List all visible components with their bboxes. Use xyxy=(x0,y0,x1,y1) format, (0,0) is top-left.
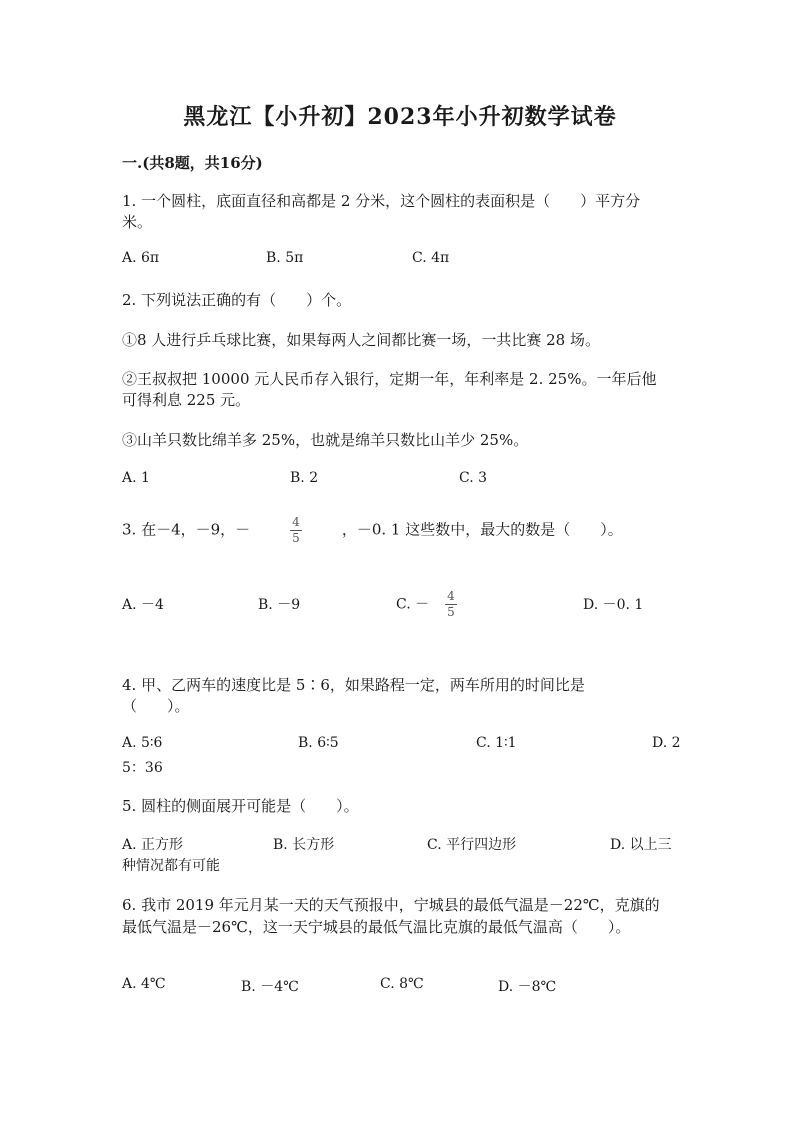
q1-option-c: C. 4π xyxy=(412,250,450,266)
q5-option-d-continued: 种情况都有可能 xyxy=(122,858,220,874)
section-heading: 一.(共8题，共16分) xyxy=(122,154,263,172)
q3-option-c-numerator: 4 xyxy=(447,589,455,603)
q5-option-c: C. 平行四边形 xyxy=(427,837,517,853)
q3-stem-suffix: ，－0. 1 这些数中，最大的数是（ ）。 xyxy=(341,520,623,539)
question-6-line-2: 最低气温是－26℃，这一天宁城县的最低气温比克旗的最低气温高（ ）。 xyxy=(122,918,631,936)
q6-option-a: A. 4℃ xyxy=(122,976,166,992)
q4-option-d-continued: 5：36 xyxy=(122,760,163,776)
q3-option-c-denominator: 5 xyxy=(447,605,455,619)
question-4-line-2: （ ）。 xyxy=(122,697,190,715)
q3-option-b: B. －9 xyxy=(258,597,301,613)
q2-option-a: A. 1 xyxy=(122,470,150,486)
q1-option-a: A. 6π xyxy=(122,250,160,266)
q3-option-c-prefix: C. － xyxy=(396,596,430,613)
q3-fraction-numerator: 4 xyxy=(292,515,300,529)
question-1-line-1: 1. 一个圆柱，底面直径和高都是 2 分米，这个圆柱的表面积是（ ）平方分 xyxy=(122,192,641,210)
q5-option-d: D. 以上三 xyxy=(610,837,672,853)
q2-statement-1: ①8 人进行乒乓球比赛，如果每两人之间都比赛一场，一共比赛 28 场。 xyxy=(122,331,600,349)
q3-option-c xyxy=(396,589,461,620)
q4-option-b: B. 6∶5 xyxy=(298,735,339,751)
q3-option-a: A. －4 xyxy=(122,597,164,613)
page-title: 黑龙江【小升初】2023年小升初数学试卷 xyxy=(183,104,617,130)
q2-option-c: C. 3 xyxy=(459,470,488,486)
question-2-stem: 2. 下列说法正确的有（ ）个。 xyxy=(122,291,352,309)
question-6-line-1: 6. 我市 2019 年元月某一天的天气预报中，宁城县的最低气温是－22℃，克旗的 xyxy=(122,896,660,914)
q3-option-c-fraction xyxy=(445,589,457,620)
q6-option-d: D. －8℃ xyxy=(498,979,557,995)
question-4-line-1: 4. 甲、乙两车的速度比是 5∶6，如果路程一定，两车所用的时间比是 xyxy=(122,676,585,694)
q2-statement-2-line-1: ②王叔叔把 10000 元人民币存入银行，定期一年，年利率是 2. 25%。一年后他 xyxy=(122,370,657,388)
q3-fraction-denominator: 5 xyxy=(292,531,300,545)
q3-option-d: D. －0. 1 xyxy=(583,597,644,613)
q2-option-b: B. 2 xyxy=(290,470,319,486)
question-5-stem: 5. 圆柱的侧面展开可能是（ ）。 xyxy=(122,797,359,815)
q3-stem-prefix: 3. 在－4，－9，－ xyxy=(122,520,251,539)
q2-statement-2-line-2: 可得利息 225 元。 xyxy=(122,391,251,409)
q4-option-a: A. 5∶6 xyxy=(122,735,163,751)
q2-statement-3: ③山羊只数比绵羊多 25%，也就是绵羊只数比山羊少 25%。 xyxy=(122,431,529,449)
q3-fraction xyxy=(290,515,302,546)
q6-option-c: C. 8℃ xyxy=(380,976,424,992)
question-3-stem xyxy=(122,515,623,546)
q5-option-b: B. 长方形 xyxy=(273,837,335,853)
q6-option-b: B. －4℃ xyxy=(241,979,299,995)
q1-option-b: B. 5π xyxy=(266,250,304,266)
question-1-line-2: 米。 xyxy=(122,213,153,231)
q4-option-c: C. 1∶1 xyxy=(476,735,517,751)
q4-option-d: D. 2 xyxy=(652,735,681,751)
q5-option-a: A. 正方形 xyxy=(122,837,184,853)
